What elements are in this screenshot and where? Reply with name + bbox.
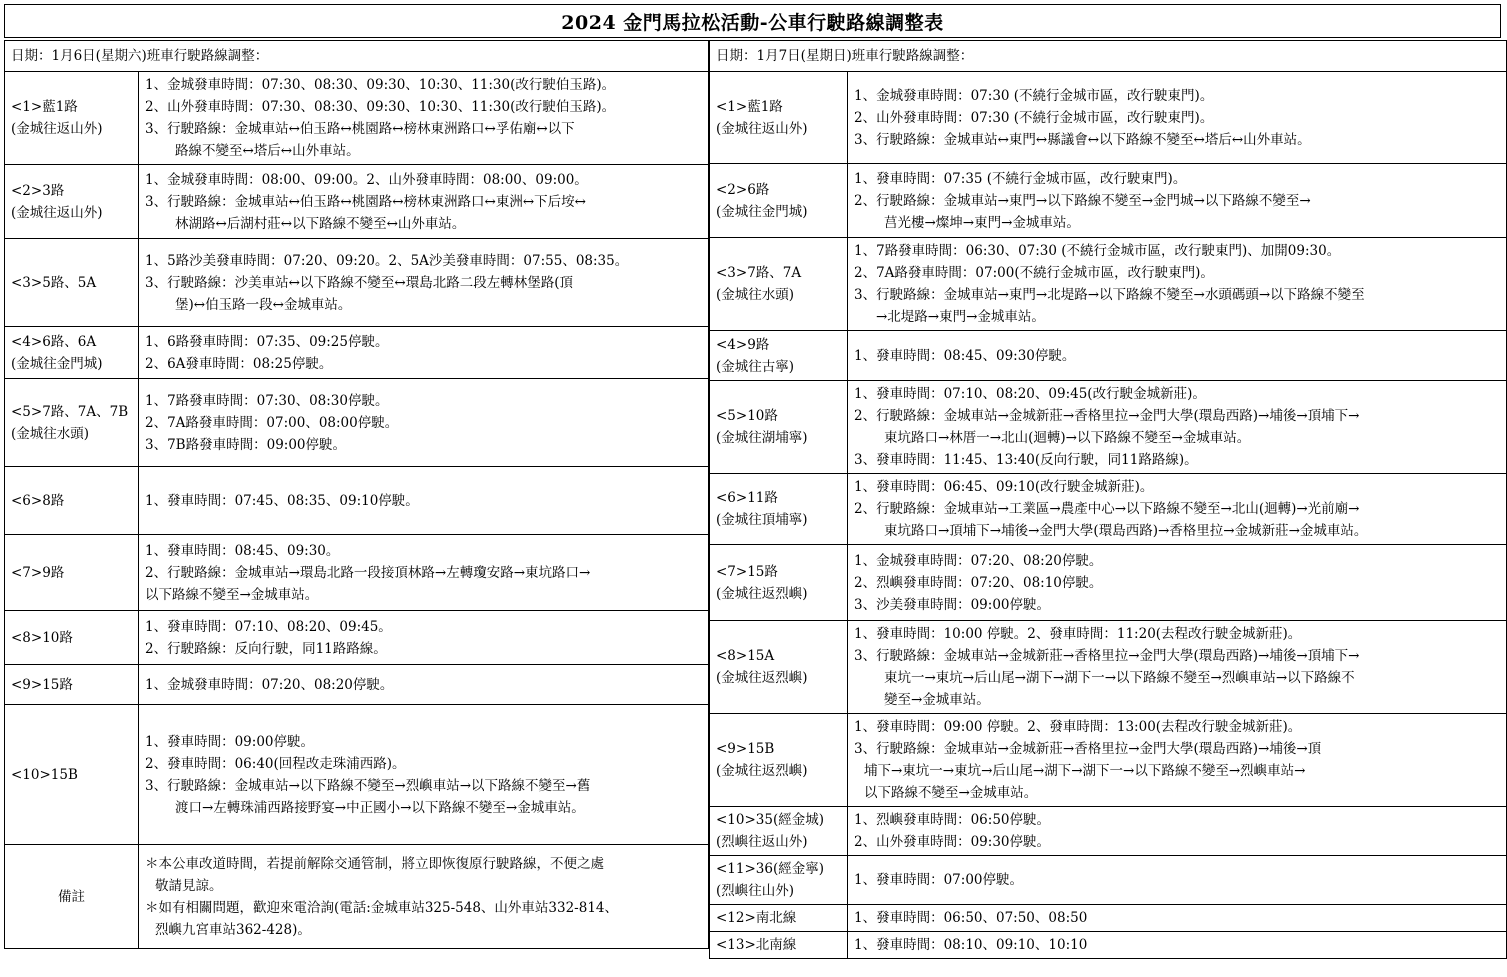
route-details-cell: [848, 932, 1507, 959]
detail-line: 3、沙美發車時間：09:00停駛。: [854, 596, 1050, 613]
route-name: <5>10路: [716, 408, 778, 424]
detail-line: 烈嶼九宮車站362-428)。: [155, 921, 311, 938]
route-name-cell: [710, 545, 848, 621]
detail-line: 2、行駛路線：金城車站→金城新莊→香格里拉→金門大學(環島西路)→埔後→頂埔下→: [854, 408, 1360, 424]
table-row: [710, 474, 1507, 545]
route-name-cell: [5, 239, 139, 327]
detail-line: 1、發車時間：07:00停駛。: [854, 872, 1023, 888]
route-details-cell: [848, 621, 1507, 714]
route-direction: (烈嶼往返山外): [716, 834, 808, 850]
detail-line: 敬請見諒。: [155, 877, 223, 894]
detail-line: 3、行駛路線：金城車站→以下路線不變至→烈嶼車站→以下路線不變至→舊: [145, 777, 591, 794]
detail-line: 2、行駛路線：金城車站→工業區→農產中心→以下路線不變至→北山(迴轉)→光前廟→: [854, 501, 1360, 517]
saturday-table: [4, 40, 709, 949]
table-row: [710, 856, 1507, 905]
detail-line: 2、山外發車時間：07:30、08:30、09:30、10:30、11:30(改行駛伯玉路)。: [145, 99, 616, 115]
route-name: <8>10路: [11, 629, 73, 646]
table-row: [5, 611, 709, 665]
route-direction: (金城往水頭): [11, 425, 90, 442]
detail-line: 以下路線不變至→金城車站。: [145, 586, 319, 603]
detail-line: 渡口→左轉珠浦西路接野宴→中正國小→以下路線不變至→金城車站。: [175, 799, 585, 816]
detail-line: 1、發車時間：06:50、07:50、08:50: [854, 910, 1088, 926]
route-details-cell: [139, 239, 709, 327]
route-name-cell: [710, 621, 848, 714]
route-details-cell: [139, 165, 709, 239]
detail-line: 1、發車時間：07:35 (不繞行金城市區，改行駛東門)。: [854, 170, 1187, 187]
route-name: <9>15B: [716, 741, 775, 757]
route-name: 備註: [58, 888, 85, 905]
table-row: [710, 331, 1507, 381]
detail-line: 路線不變至↔塔后↔山外車站。: [175, 143, 360, 159]
route-direction: (金城往返烈嶼): [716, 763, 808, 779]
detail-line: 3、行駛路線：金城車站→金城新莊→香格里拉→金門大學(環島西路)→埔後→頂埔下→: [854, 648, 1360, 664]
route-name-cell: [5, 165, 139, 239]
detail-line: 1、烈嶼發車時間：06:50停駛。: [854, 812, 1050, 828]
detail-line: 2、7A路發車時間：07:00、08:00停駛。: [145, 414, 399, 431]
detail-line: 以下路線不變至→金城車站。: [864, 785, 1038, 801]
route-direction: (金城往返山外): [11, 204, 103, 221]
route-name-cell: [710, 238, 848, 331]
detail-line: 3、行駛路線：金城車站→東門→北堤路→以下路線不變至→水頭碼頭→以下路線不變至: [854, 287, 1365, 303]
table-row: [710, 621, 1507, 714]
route-details-cell: [139, 327, 709, 379]
detail-line: 1、發車時間：09:00 停駛。2、發車時間：13:00(去程改行駛金城新莊)。: [854, 719, 1302, 735]
route-details-cell: [848, 238, 1507, 331]
detail-line: →北堤路→東門→金城車站。: [876, 309, 1045, 325]
route-direction: (金城往返烈嶼): [716, 670, 808, 686]
route-name: <6>11路: [716, 490, 778, 506]
detail-line: 1、金城發車時間：07:30、08:30、09:30、10:30、11:30(改行駛伯玉路)。: [145, 77, 616, 93]
detail-line: 2、烈嶼發車時間：07:20、08:10停駛。: [854, 574, 1103, 591]
route-details-cell: [139, 467, 709, 535]
route-name-cell: [710, 856, 848, 905]
detail-line: 3、行駛路線：沙美車站↔以下路線不變至↔環島北路二段左轉林堡路(頂: [145, 274, 573, 291]
route-name-cell: [5, 379, 139, 467]
route-details-cell: [848, 474, 1507, 545]
route-name: <7>15路: [716, 563, 778, 580]
table-row: [5, 845, 709, 949]
detail-line: 1、發車時間：07:45、08:35、09:10停駛。: [145, 492, 419, 509]
sunday-table: [709, 40, 1507, 959]
route-name-cell: [710, 807, 848, 856]
detail-line: 2、行駛路線：金城車站→環島北路一段接頂林路→左轉瓊安路→東坑路口→: [145, 564, 591, 581]
route-name-cell: [710, 932, 848, 959]
detail-line: 1、7路發車時間：06:30、07:30 (不繞行金城市區，改行駛東門)、加開09:30。: [854, 243, 1341, 259]
route-name: <9>15路: [11, 676, 73, 693]
route-name-cell: [710, 331, 848, 381]
route-details-cell: [139, 705, 709, 845]
route-direction: (金城往金門城): [716, 203, 808, 220]
route-name-cell: [5, 705, 139, 845]
table-row: [5, 239, 709, 327]
route-direction: (金城往古寧): [716, 358, 795, 375]
detail-line: 1、發車時間：09:00停駛。: [145, 733, 314, 750]
detail-line: 1、發車時間：06:45、09:10(改行駛金城新莊)。: [854, 479, 1154, 495]
table-row: [5, 72, 709, 165]
detail-line: 2、行駛路線：金城車站→東門→以下路線不變至→金門城→以下路線不變至→: [854, 192, 1311, 209]
detail-line: 1、發車時間：07:10、08:20、09:45。: [145, 618, 392, 635]
route-details-cell: [848, 905, 1507, 932]
detail-line: 1、發車時間：08:10、09:10、10:10: [854, 937, 1088, 953]
detail-line: 東坑路口→頂埔下→埔後→金門大學(環島西路)→香格里拉→金城新莊→金城車站。: [884, 523, 1368, 539]
detail-line: 2、行駛路線：反向行駛，同11路路線。: [145, 640, 387, 657]
route-details-cell: [848, 72, 1507, 164]
table-row: [710, 381, 1507, 474]
detail-line: ＊本公車改道時間，若提前解除交通管制，將立即恢復原行駛路線，不便之處: [145, 855, 604, 872]
detail-line: 林湖路↔后湖村莊↔以下路線不變至↔山外車站。: [175, 215, 466, 232]
detail-line: 東坑路口→林厝一→北山(迴轉)→以下路線不變至→金城車站。: [884, 430, 1251, 446]
route-direction: (金城往返山外): [11, 121, 103, 137]
detail-line: 3、行駛路線：金城車站↔伯玉路↔桃園路↔榜林東洲路口↔孚佑廟↔以下: [145, 121, 575, 137]
route-details-cell: [139, 379, 709, 467]
table-row: [710, 164, 1507, 238]
detail-line: 埔下→東坑一→東坑→后山尾→湖下→湖下一→以下路線不變至→烈嶼車站→: [864, 763, 1306, 779]
table-row: [5, 327, 709, 379]
detail-line: 1、發車時間：08:45、09:30停駛。: [854, 347, 1076, 364]
route-name: <10>35(經金城): [716, 812, 825, 828]
route-name-cell: [5, 611, 139, 665]
detail-line: 3、行駛路線：金城車站↔伯玉路↔桃園路↔榜林東洲路口↔東洲↔下后垵↔: [145, 193, 586, 210]
table-row: [710, 807, 1507, 856]
detail-line: 1、6路發車時間：07:35、09:25停駛。: [145, 333, 389, 350]
route-details-cell: [848, 807, 1507, 856]
route-name-cell: [5, 327, 139, 379]
table-row: [710, 714, 1507, 807]
route-name: <3>5路、5A: [11, 274, 97, 291]
table-row: [5, 535, 709, 611]
route-name: <4>9路: [716, 336, 770, 353]
detail-line: 3、行駛路線：金城車站↔東門↔縣議會↔以下路線不變至↔塔后↔山外車站。: [854, 131, 1311, 148]
table-row: [710, 905, 1507, 932]
route-name: <3>7路、7A: [716, 265, 802, 281]
detail-line: 2、山外發車時間：07:30 (不繞行金城市區，改行駛東門)。: [854, 109, 1214, 126]
detail-line: 東坑一→東坑→后山尾→湖下→湖下一→以下路線不變至→烈嶼車站→以下路線不: [884, 670, 1355, 686]
route-details-cell: [848, 545, 1507, 621]
route-name-cell: [710, 72, 848, 164]
table-row: [710, 545, 1507, 621]
route-details-cell: [139, 845, 709, 949]
route-details-cell: [848, 856, 1507, 905]
route-details-cell: [848, 164, 1507, 238]
detail-line: 莒光樓→燦坤→東門→金城車站。: [884, 214, 1080, 231]
route-details-cell: [848, 331, 1507, 381]
route-name: <12>南北線: [716, 910, 797, 926]
detail-line: 1、發車時間：08:45、09:30。: [145, 542, 340, 559]
route-name-cell: [5, 665, 139, 705]
route-name: <10>15B: [11, 766, 78, 783]
route-direction: (金城往湖埔寧): [716, 430, 808, 446]
table-row: [710, 72, 1507, 164]
detail-line: 1、金城發車時間：07:30 (不繞行金城市區，改行駛東門)。: [854, 87, 1214, 104]
detail-line: 1、發車時間：10:00 停駛。2、發車時間：11:20(去程改行駛金城新莊)。: [854, 626, 1302, 642]
route-name-cell: [710, 905, 848, 932]
route-name-cell: [710, 164, 848, 238]
table-row: [5, 467, 709, 535]
route-details-cell: [139, 72, 709, 165]
detail-line: 2、6A發車時間：08:25停駛。: [145, 355, 333, 372]
detail-line: 2、山外發車時間：09:30停駛。: [854, 834, 1050, 850]
route-name: <1>藍1路: [716, 98, 783, 115]
table-row: [710, 238, 1507, 331]
table-row: [5, 705, 709, 845]
route-direction: (金城往返烈嶼): [716, 585, 808, 602]
table-row: [5, 165, 709, 239]
route-name-cell: [5, 845, 139, 949]
detail-line: 變至→金城車站。: [884, 692, 990, 708]
table-row: [5, 379, 709, 467]
route-name: <2>6路: [716, 181, 770, 198]
route-name: <7>9路: [11, 564, 65, 581]
route-direction: (金城往頂埔寧): [716, 512, 808, 528]
detail-line: 1、5路沙美發車時間：07:20、09:20。2、5A沙美發車時間：07:55、08:35。: [145, 252, 629, 269]
route-name-cell: [5, 467, 139, 535]
route-direction: (金城往水頭): [716, 287, 795, 303]
route-details-cell: [139, 665, 709, 705]
route-details-cell: [848, 381, 1507, 474]
sunday-header: 日期：1月7日(星期日)班車行駛路線調整：: [710, 41, 1507, 72]
route-name-cell: [710, 474, 848, 545]
route-details-cell: [139, 611, 709, 665]
route-name-cell: [710, 381, 848, 474]
page-title: 2024 金門馬拉松活動-公車行駛路線調整表: [4, 4, 1501, 38]
route-direction: (烈嶼往山外): [716, 883, 795, 899]
detail-line: 2、發車時間：06:40(回程改走珠浦西路)。: [145, 755, 406, 772]
route-name: <8>15A: [716, 648, 775, 664]
detail-line: 堡)↔伯玉路一段↔金城車站。: [175, 296, 352, 313]
route-direction: (金城往返山外): [716, 120, 808, 137]
detail-line: ＊如有相關問題，歡迎來電洽詢(電話:金城車站325-548、山外車站332-814、: [145, 899, 619, 916]
route-name-cell: [5, 535, 139, 611]
detail-line: 1、金城發車時間：08:00、09:00。2、山外發車時間：08:00、09:00。: [145, 171, 588, 188]
detail-line: 1、7路發車時間：07:30、08:30停駛。: [145, 392, 389, 409]
route-details-cell: [139, 535, 709, 611]
detail-line: 3、發車時間：11:45、13:40(反向行駛，同11路路線)。: [854, 452, 1198, 468]
detail-line: 2、7A路發車時間：07:00(不繞行金城市區，改行駛東門)。: [854, 265, 1214, 281]
route-name: <5>7路、7A、7B: [11, 403, 129, 420]
table-row: [5, 665, 709, 705]
route-name: <1>藍1路: [11, 99, 78, 115]
route-name: <13>北南線: [716, 937, 797, 953]
route-direction: (金城往金門城): [11, 355, 103, 372]
detail-line: 1、金城發車時間：07:20、08:20停駛。: [854, 552, 1103, 569]
table-row: [710, 932, 1507, 959]
route-name: <11>36(經金寧): [716, 861, 825, 877]
detail-line: 1、金城發車時間：07:20、08:20停駛。: [145, 676, 394, 693]
detail-line: 3、7B路發車時間：09:00停駛。: [145, 436, 347, 453]
route-details-cell: [848, 714, 1507, 807]
detail-line: 3、行駛路線：金城車站→金城新莊→香格里拉→金門大學(環島西路)→埔後→頂: [854, 741, 1322, 757]
detail-line: 1、發車時間：07:10、08:20、09:45(改行駛金城新莊)。: [854, 386, 1206, 402]
route-name: <4>6路、6A: [11, 333, 97, 350]
route-name: <2>3路: [11, 182, 65, 199]
saturday-header: 日期：1月6日(星期六)班車行駛路線調整：: [5, 41, 709, 72]
route-name-cell: [5, 72, 139, 165]
route-name-cell: [710, 714, 848, 807]
route-name: <6>8路: [11, 492, 65, 509]
